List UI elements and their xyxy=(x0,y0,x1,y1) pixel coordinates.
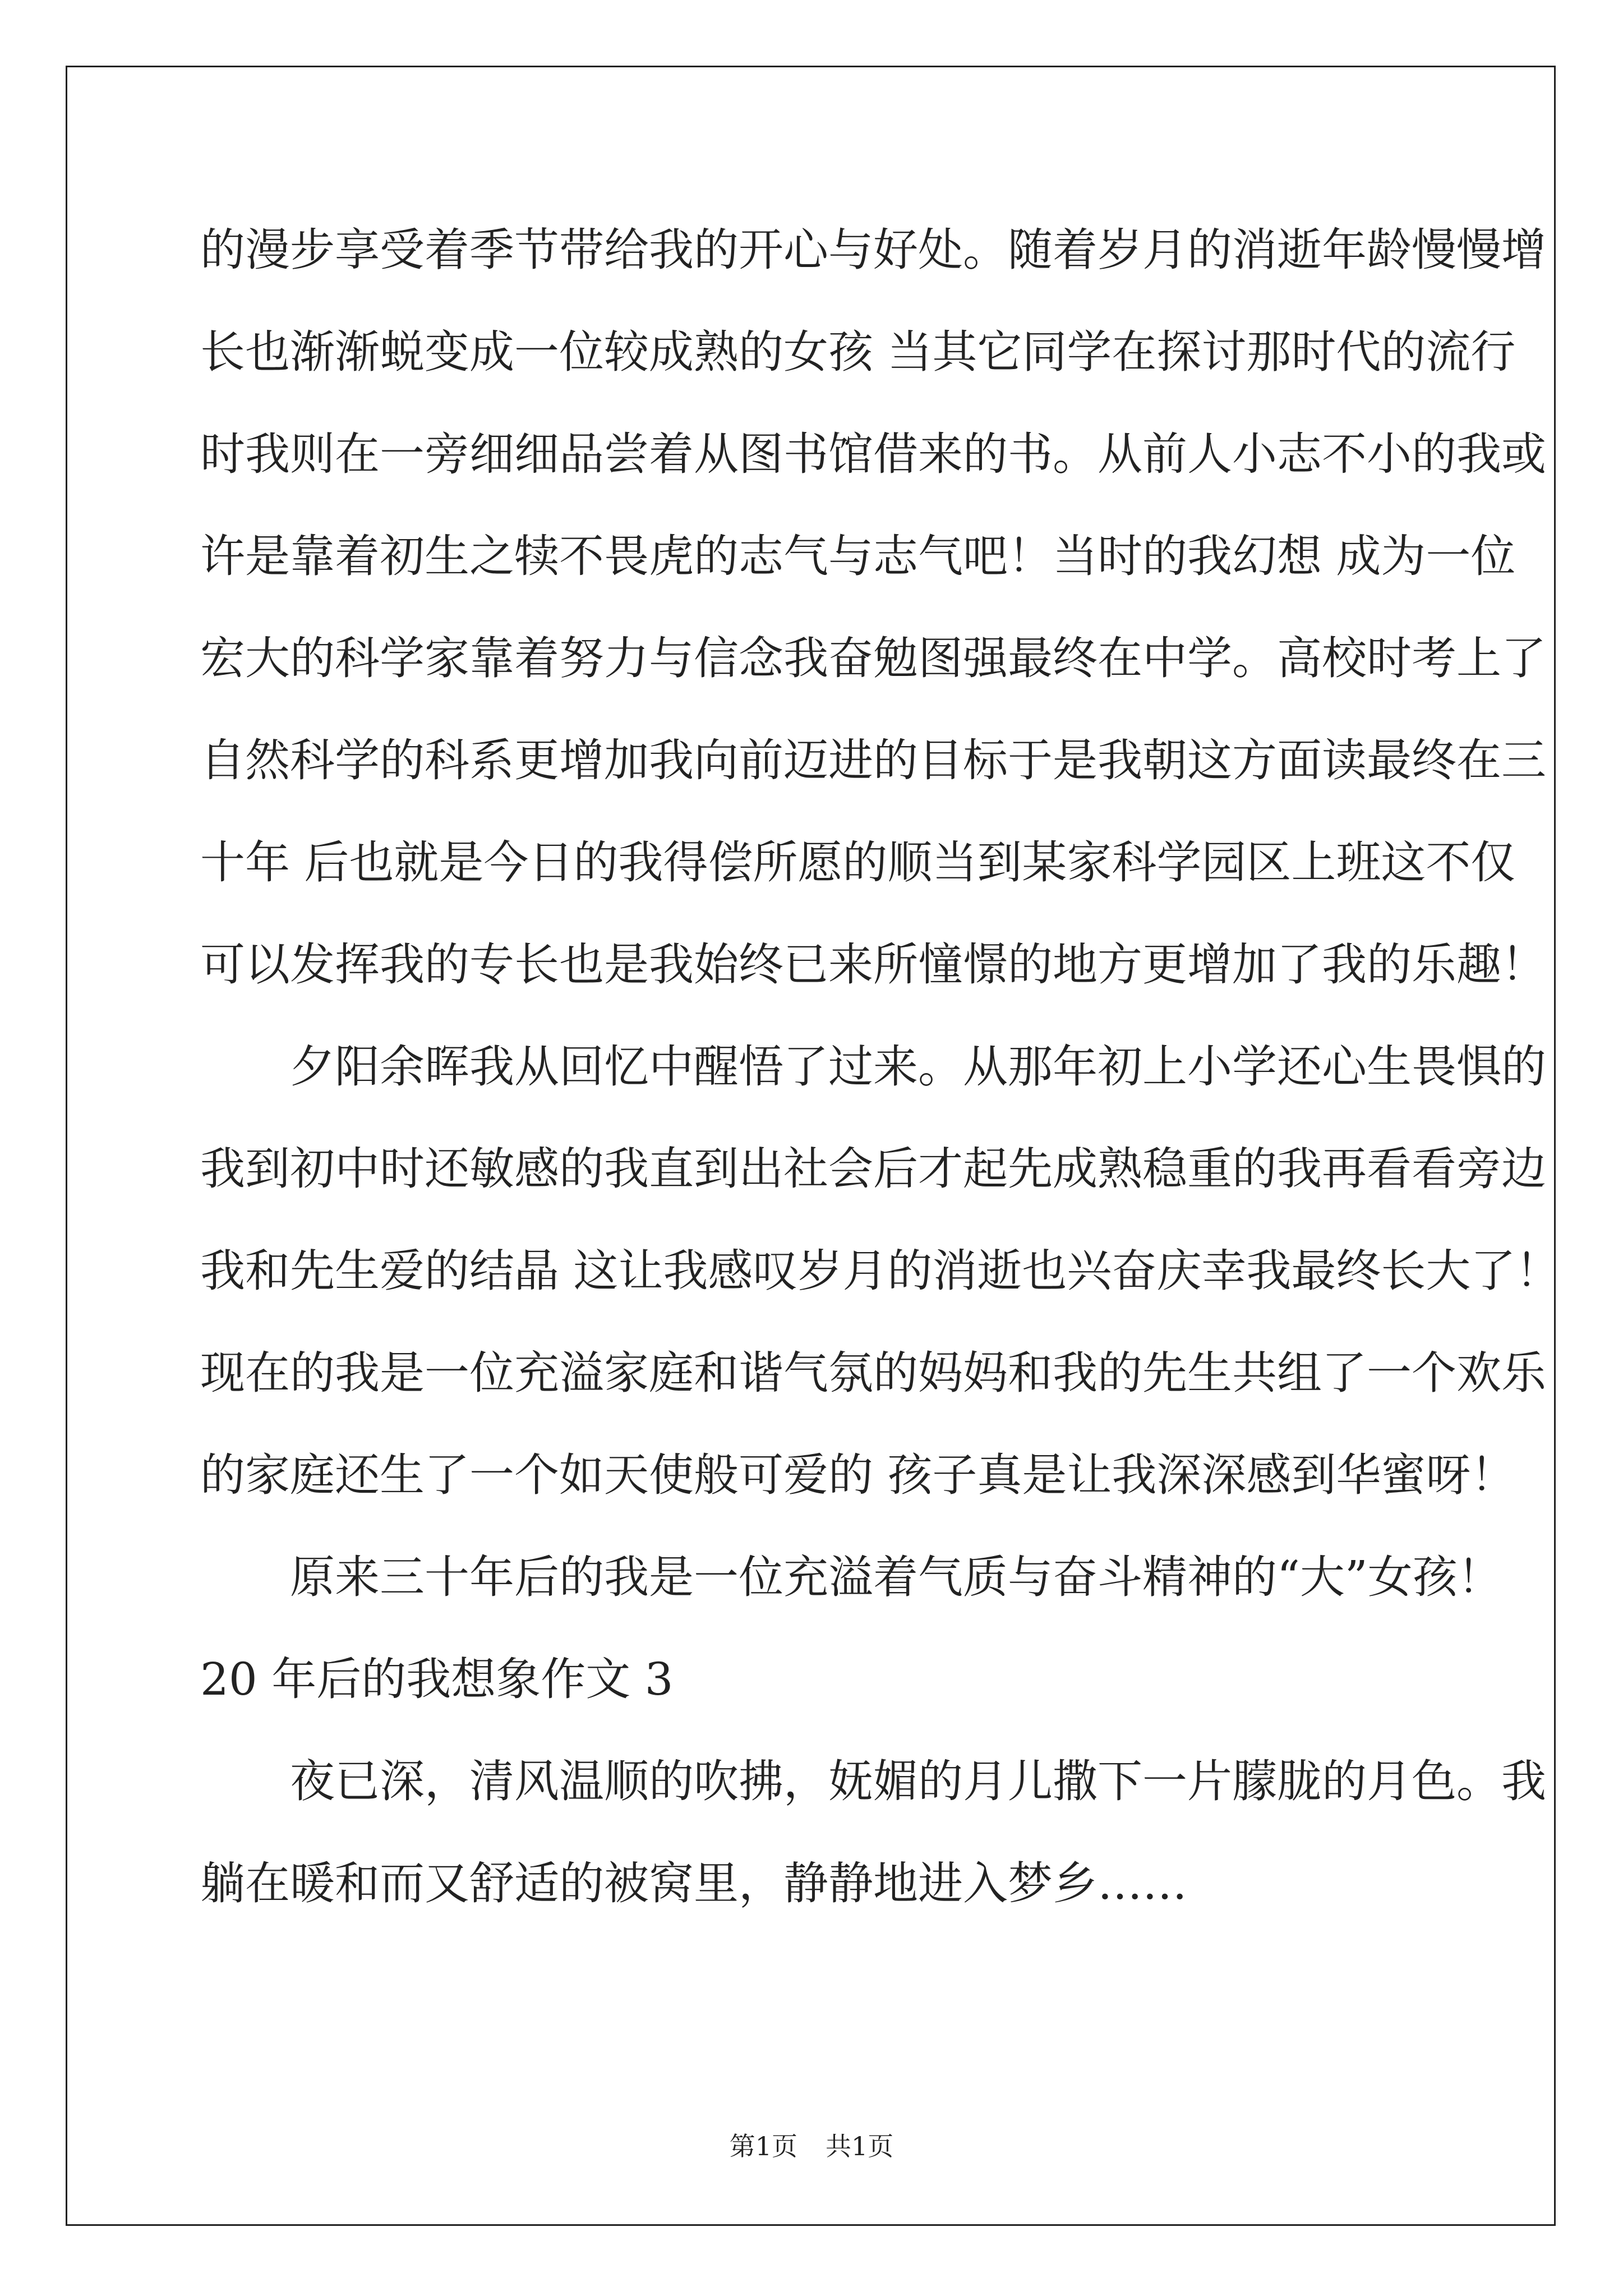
text-line: 现在的我是一位充溢家庭和谐气氛的妈妈和我的先生共组了一个欢乐 xyxy=(200,1347,1546,1399)
text-line: 宏大的科学家靠着努力与信念我奋勉图强最终在中学。高校时考上了 xyxy=(200,632,1546,684)
text-line: 原来三十年后的我是一位充溢着气质与奋斗精神的“大”女孩！ xyxy=(290,1551,1502,1603)
text-line: 我到初中时还敏感的我直到出社会后才起先成熟稳重的我再看看旁边 xyxy=(200,1143,1546,1195)
text-line: 的漫步享受着季节带给我的开心与好处。随着岁月的消逝年龄慢慢增 xyxy=(200,224,1546,276)
text-line: 夜已深，清风温顺的吹拂，妩媚的月儿撒下一片朦胧的月色。我 xyxy=(290,1755,1546,1807)
text-line: 夕阳余晖我从回忆中醒悟了过来。从那年初上小学还心生畏惧的 xyxy=(290,1041,1546,1093)
text-line: 时我则在一旁细细品尝着从图书馆借来的书。从前人小志不小的我或 xyxy=(200,428,1546,480)
text-line: 躺在暖和而又舒适的被窝里，静静地进入梦乡…… xyxy=(200,1857,1187,1910)
document-body xyxy=(200,199,1561,1935)
page-total: 共1页 xyxy=(826,2131,894,2161)
page-number: 第1页 xyxy=(729,2131,797,2161)
page-footer xyxy=(0,2126,1623,2163)
text-line: 可以发挥我的专长也是我始终已来所憧憬的地方更增加了我的乐趣！ xyxy=(200,938,1546,991)
text-line: 长也渐渐蜕变成一位较成熟的女孩 当其它同学在探讨那时代的流行 xyxy=(200,326,1516,378)
section-heading: 20 年后的我想象作文 3 xyxy=(200,1653,674,1705)
text-line: 十年 后也就是今日的我得偿所愿的顺当到某家科学园区上班这不仅 xyxy=(200,836,1516,889)
text-line: 的家庭还生了一个如天使般可爱的 孩子真是让我深深感到华蜜呀！ xyxy=(200,1449,1516,1501)
text-line: 许是靠着初生之犊不畏虎的志气与志气吧！当时的我幻想 成为一位 xyxy=(200,530,1516,582)
text-line: 自然科学的科系更增加我向前迈进的目标于是我朝这方面读最终在三 xyxy=(200,734,1546,786)
text-line: 我和先生爱的结晶 这让我感叹岁月的消逝也兴奋庆幸我最终长大了！ xyxy=(200,1245,1561,1297)
